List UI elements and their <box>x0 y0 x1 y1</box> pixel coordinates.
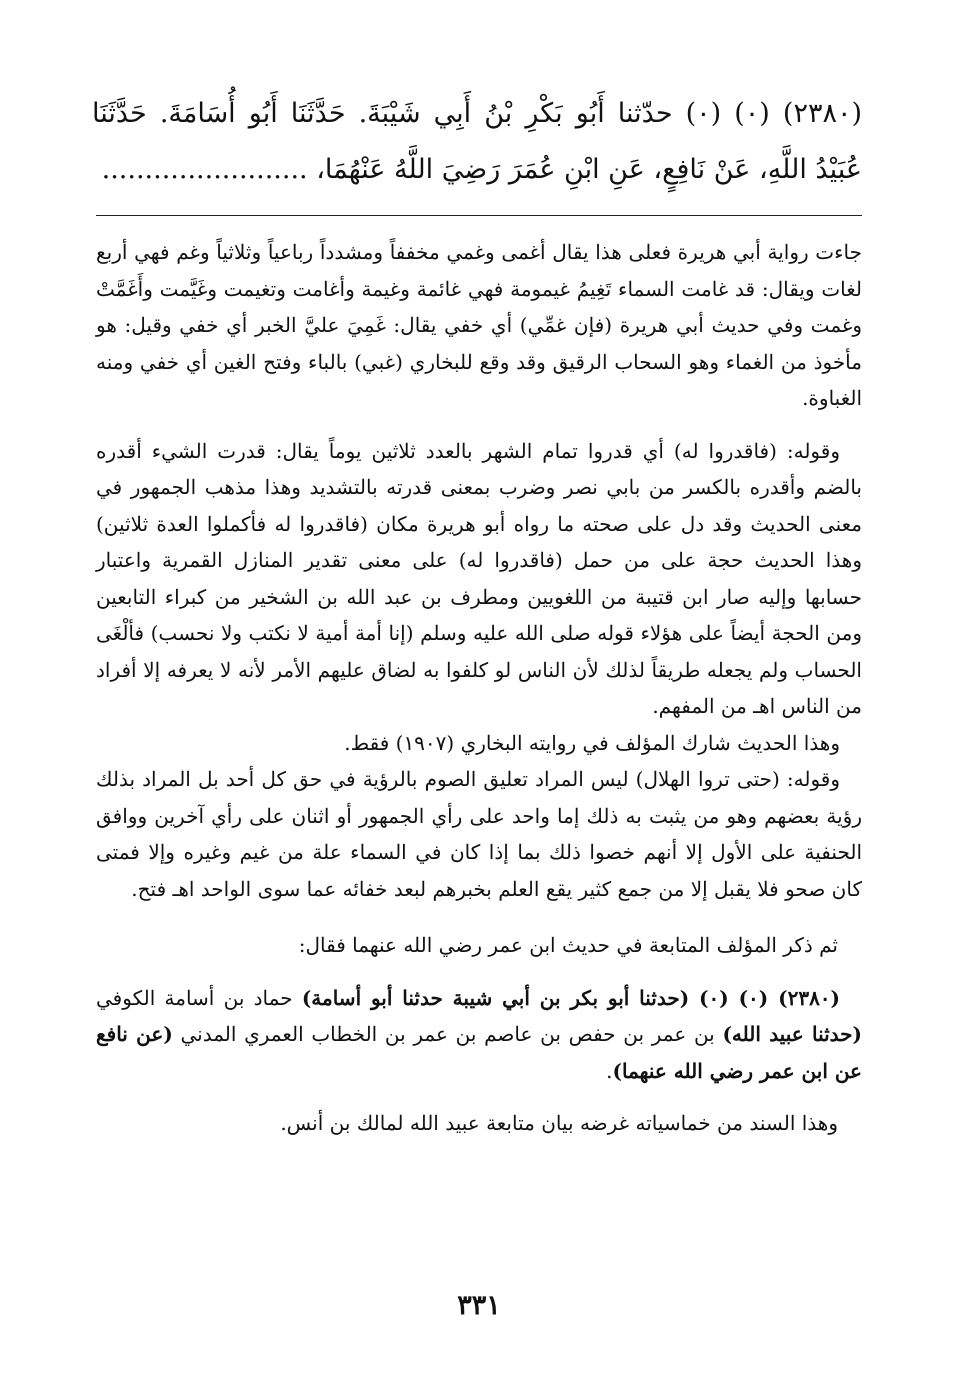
page-number: ٣٣١ <box>457 1290 501 1321</box>
chain-paragraph <box>96 980 862 1090</box>
commentary-block <box>96 234 862 1142</box>
commentary-paragraph-3: وهذا الحديث شارك المؤلف في روايته البخاري (١٩٠٧) فقط. <box>344 730 840 755</box>
chain-plain-1: حماد بن أسامة الكوفي <box>96 985 302 1010</box>
chain-bold-2: (حدثنا عبيد الله) <box>722 1022 863 1046</box>
commentary-paragraph-7: وهذا السند من خماسياته غرضه بيان متابعة عبيد الله لمالك بن أنس. <box>280 1111 838 1135</box>
chain-bold-1: (٢٣٨٠) (٠) (٠) (حدثنا أبو بكر بن أبي شيبة حدثنا أبو أسامة) <box>301 985 841 1010</box>
commentary-paragraph-4: وقوله: (حتى تروا الهلال) ليس المراد تعليق الصوم بالرؤية في حق كل أحد بل المراد بذلك رؤية بعضهم وهو من يثبت به ذلك إما واحد على رأي الجمهور أو اثنان على رأي آخرين ووافق الحنفية على الأول إلا أنهم خصوا ذلك بما إذا كان في السماء علة من غيم وغيره وإلا فمتى كان صحو فلا يقبل إلا من جمع كثير يقع العلم بخبرهم لبعد خفائه عما سوى الواحد اهـ فتح. <box>96 767 862 901</box>
commentary-paragraph-2: وقوله: (فاقدروا له) أي قدروا تمام الشهر بالعدد ثلاثين يوماً يقال: قدرت الشيء أقدره بالضم وأقدره بالكسر من بابي نصر وضرب بمعنى قدرته بالتشديد وهذا مذهب الجمهور في معنى الحديث وقد دل على صحته ما رواه أبو هريرة مكان (فاقدروا له فأكملوا العدة ثلاثين) وهذا الحديث حجة على من حمل (فاقدروا له) على معنى تقدير المنازل القمرية واعتبار حسابها وإليه صار ابن قتيبة من اللغويين ومطرف بن عبد الله بن الشخير من كبراء التابعين ومن الحجة أيضاً على هؤلاء قوله صلى الله عليه وسلم (إنا أمة أمية لا نكتب ولا نحسب) فألْغَى الحساب ولم يجعله طريقاً لذلك لأن الناس لو كلفوا به لضاق عليهم الأمر لأنه لا يعرفه إلا أفراد من الناس اهـ من المفهم. <box>96 438 862 718</box>
commentary-paragraph-5: ثم ذكر المؤلف المتابعة في حديث ابن عمر رضي الله عنهما فقال: <box>298 933 838 957</box>
hadith-text-block <box>92 86 862 198</box>
hadith-text: (٢٣٨٠) (٠) (٠) حدّثنا أَبُو بَكْرِ بْنُ أَبِي شَيْبَةَ. حَدَّثَنَا أَبُو أُسَامَةَ. حَدَّثَنَا عُبَيْدُ اللَّهِ، عَنْ نَافِعٍ، عَنِ ابْنِ عُمَرَ رَضِيَ اللَّهُ عَنْهُمَا، <box>92 98 862 185</box>
chain-bold-3: (عن نافع عن ابن عمر رضي الله عنهما) <box>96 1022 862 1083</box>
separator-rule <box>96 215 862 216</box>
commentary-paragraph-1: جاءت رواية أبي هريرة فعلى هذا يقال أغمى وغمي مخففاً ومشدداً رباعياً وثلاثياً وغم فهي أربع لغات ويقال: قد غامت السماء تَغِيمُ غيمومة فهي غائمة وغيمة وأغامت وتغيمت وغَيَّمت وأَغَمَّتْ وغمت وفي حديث أبي هريرة (فإن غمِّي) أي خفي يقال: غَمِيَ عليَّ الخبر أي خفي وقيل: هو مأخوذ من الغماء وهو السحاب الرقيق وقد وقع للبخاري (غبي) بالباء وفتح الغين أي خفي ومنه الغباوة. <box>96 240 862 410</box>
chain-plain-3: . <box>606 1058 613 1083</box>
hadith-ellipsis: ........................ <box>101 154 308 185</box>
chain-plain-2: بن عمر بن حفص بن عاصم بن عمر بن الخطاب العمري المدني <box>172 1022 723 1046</box>
